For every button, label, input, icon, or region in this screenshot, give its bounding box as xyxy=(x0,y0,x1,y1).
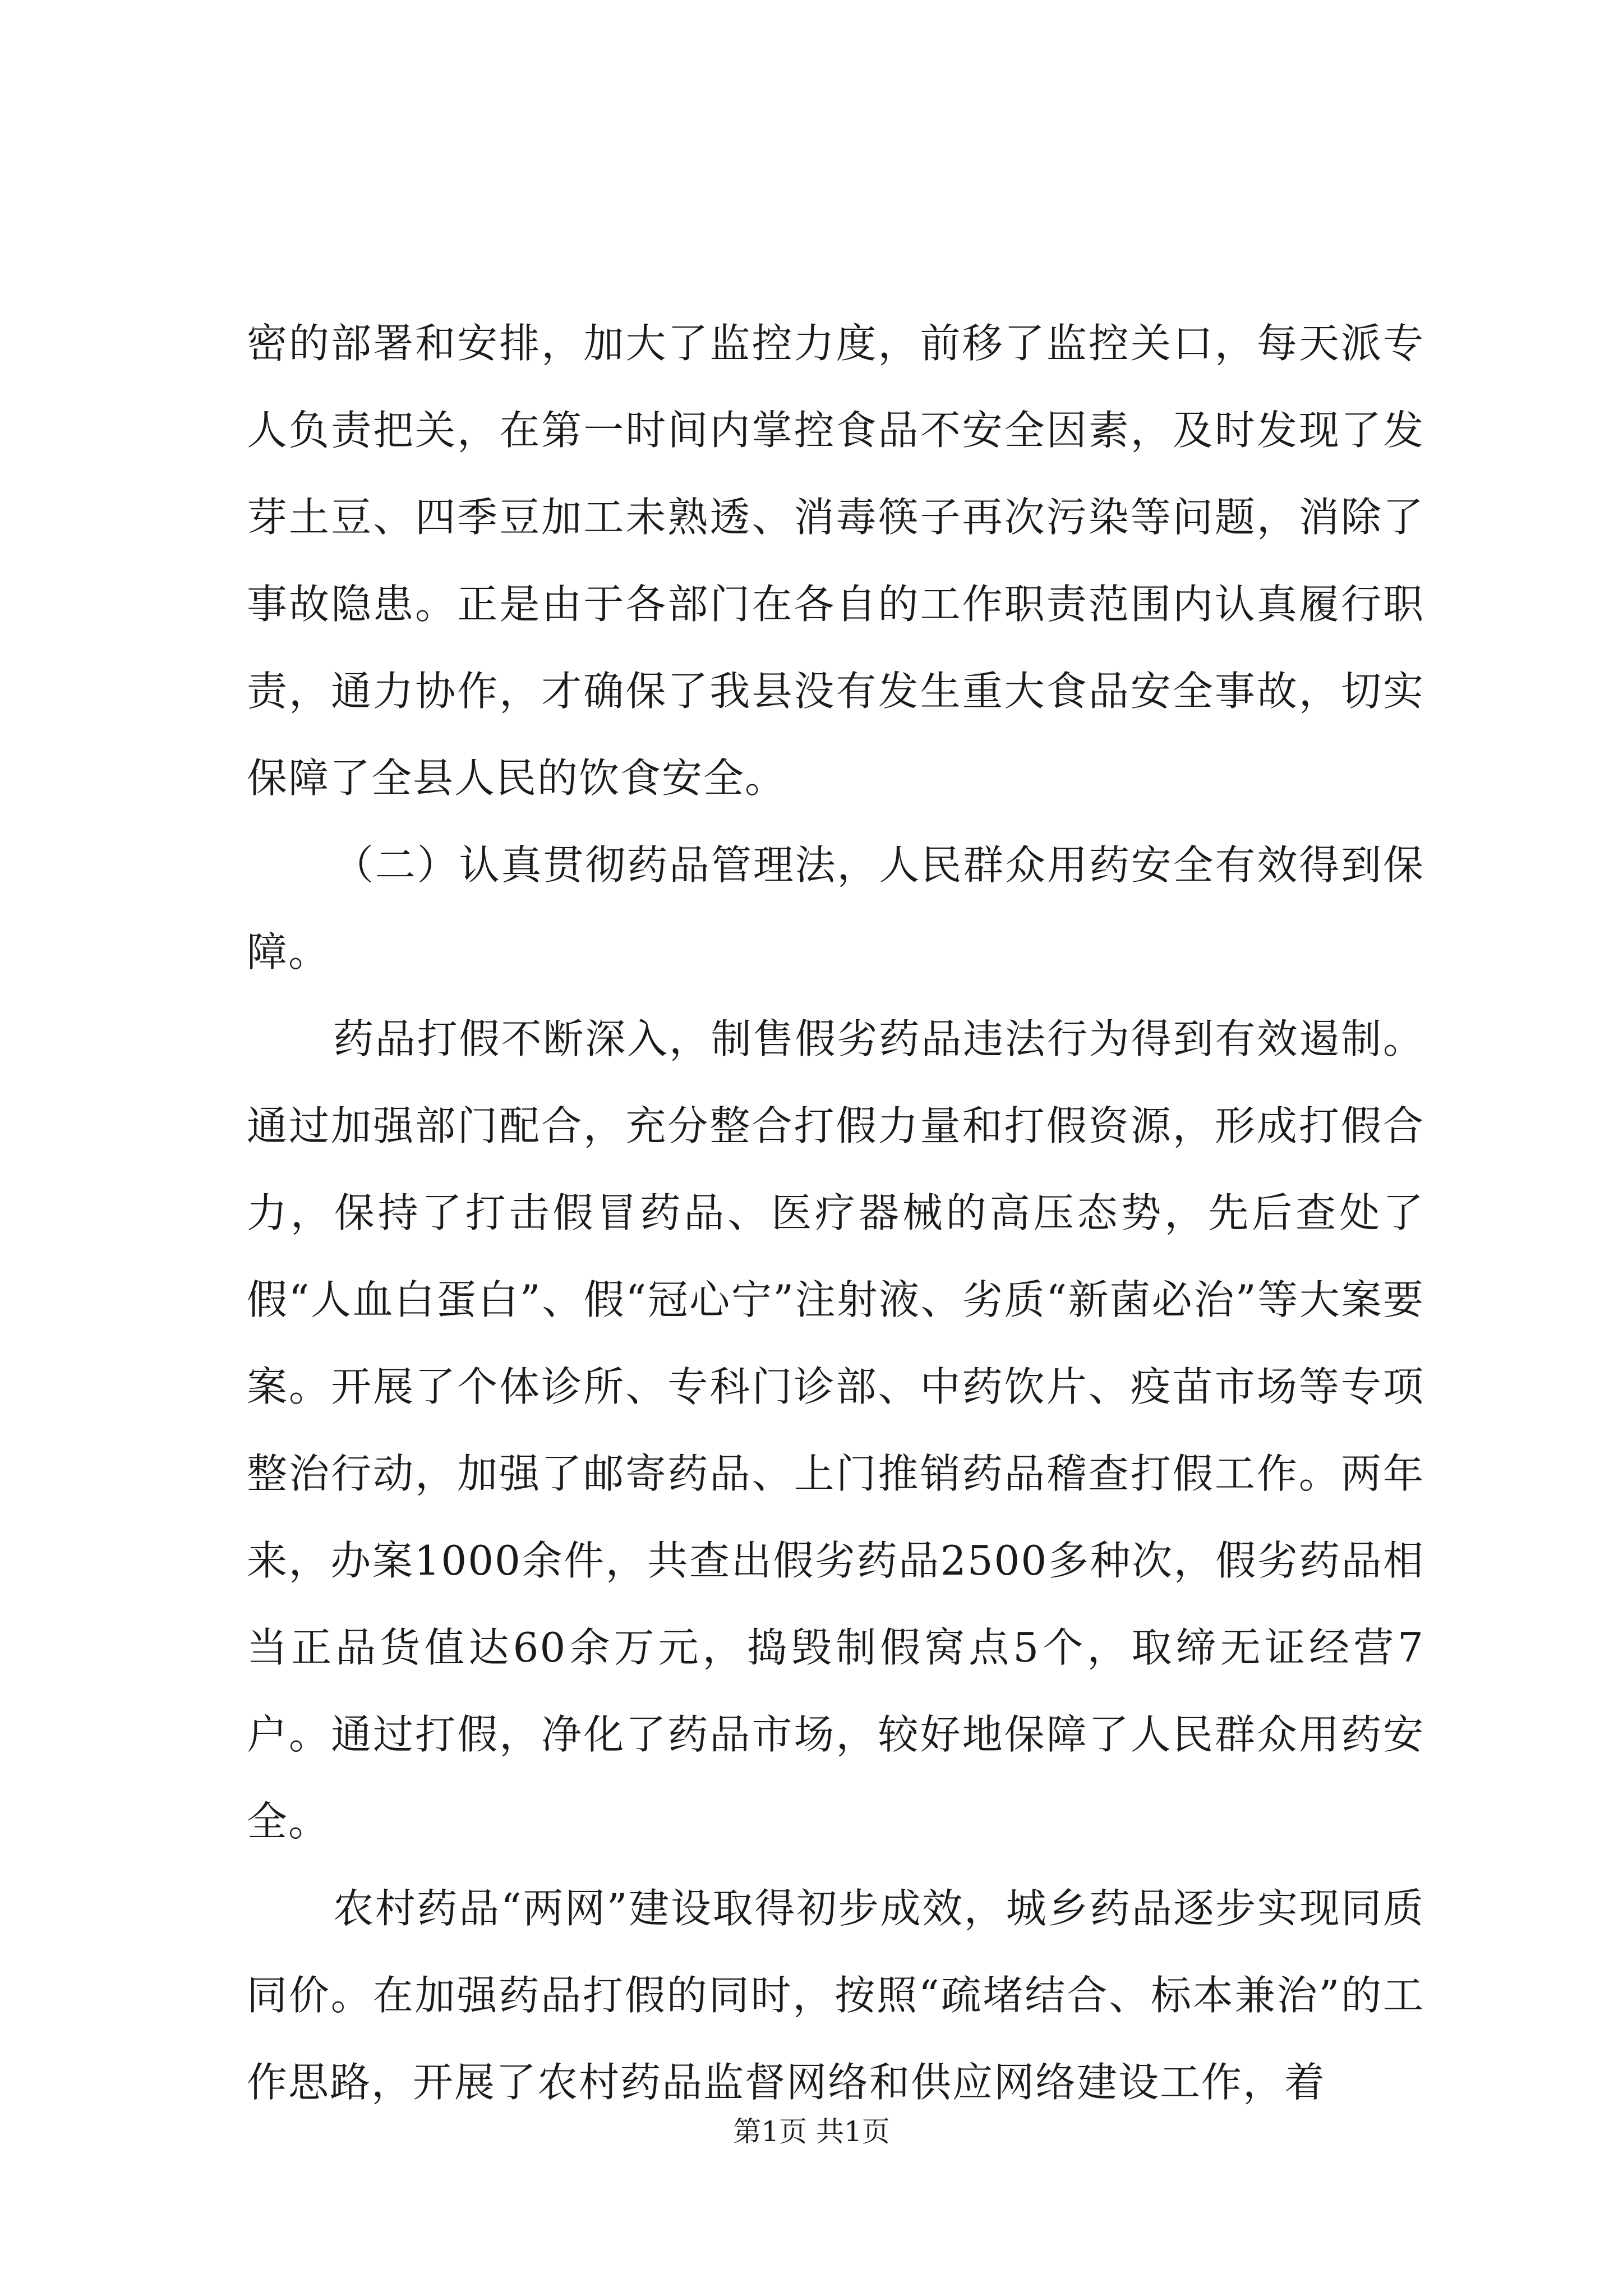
section-heading-drug-safety: （二）认真贯彻药品管理法，人民群众用药安全有效得到保障。 xyxy=(247,841,1424,976)
paragraph-food-safety-continuation: 密的部署和安排，加大了监控力度，前移了监控关口，每天派专人负责把关，在第一时间内掌控食品不安全因素，及时发现了发芽土豆、四季豆加工未熟透、消毒筷子再次污染等问题，消除了事故隐患。正是由于各部门在各自的工作职责范围内认真履行职责，通力协作，才确保了我县没有发生重大食品安全事故，切实保障了全县人民的饮食安全。 xyxy=(247,320,1424,802)
document-body xyxy=(247,300,1424,2126)
paragraph-anti-counterfeit: 药品打假不断深入，制售假劣药品违法行为得到有效遏制。通过加强部门配合，充分整合打假力量和打假资源，形成打假合力，保持了打击假冒药品、医疗器械的高压态势，先后查处了假“人血白蛋白”、假“冠心宁”注射液、劣质“新菌必治”等大案要案。开展了个体诊所、专科门诊部、中药饮片、疫苗市场等专项整治行动，加强了邮寄药品、上门推销药品稽查打假工作。两年来，办案1000余件，共查出假劣药品2500多种次，假劣药品相当正品货值达60余万元，捣毁制假窝点5个，取缔无证经营7户。通过打假，净化了药品市场，较好地保障了人民群众用药安全。 xyxy=(247,1015,1424,1845)
paragraph-rural-networks: 农村药品“两网”建设取得初步成效，城乡药品逐步实现同质同价。在加强药品打假的同时，按照“疏堵结合、标本兼治”的工作思路，开展了农村药品监督网络和供应网络建设工作，着 xyxy=(247,1885,1424,2106)
page-footer: 第1页 共1页 xyxy=(733,2115,890,2148)
